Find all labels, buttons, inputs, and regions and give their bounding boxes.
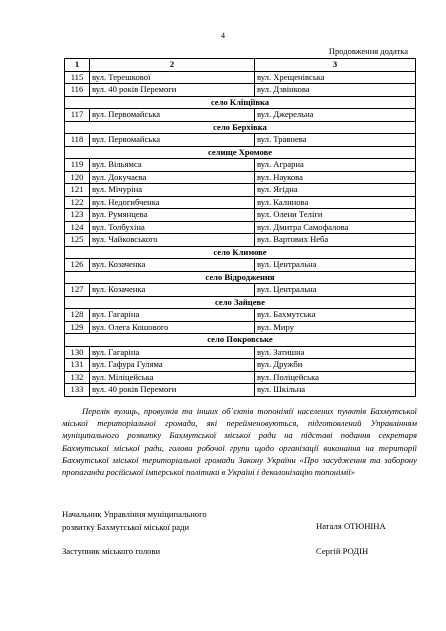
table-row — [65, 109, 416, 122]
new-street-name: вул. Дзвінкова — [255, 84, 416, 97]
old-street-name: вул. Міліцейська — [90, 371, 255, 384]
section-title: село Кліщіївка — [65, 96, 416, 109]
new-street-name: вул. Калинова — [255, 196, 416, 209]
new-street-name: вул. Центральна — [255, 259, 416, 272]
section-title: село Зайцеве — [65, 296, 416, 309]
row-number: 129 — [65, 321, 90, 334]
street-rename-table — [64, 58, 416, 397]
old-street-name: вул. Докучаєва — [90, 171, 255, 184]
row-number: 125 — [65, 234, 90, 247]
old-street-name: вул. Олега Кошового — [90, 321, 255, 334]
new-street-name: вул. Джерельна — [255, 109, 416, 122]
row-number: 131 — [65, 359, 90, 372]
new-street-name: вул. Ягідна — [255, 184, 416, 197]
old-street-name: вул. Гафура Гуляма — [90, 359, 255, 372]
new-street-name: вул. Дружби — [255, 359, 416, 372]
deputy-name: Сергій РОДІН — [316, 546, 369, 556]
section-title: село Покровське — [65, 334, 416, 347]
table-row — [65, 196, 416, 209]
head-name: Наталя ОТЮНІНА — [316, 521, 386, 531]
new-street-name: вул. Хрещенівська — [255, 71, 416, 84]
section-title: село Відродження — [65, 271, 416, 284]
deputy-title: Заступник міського голови — [62, 546, 161, 556]
new-street-name: вул. Аграрна — [255, 159, 416, 172]
row-number: 121 — [65, 184, 90, 197]
section-row — [65, 121, 416, 134]
table-row — [65, 134, 416, 147]
page-number: 4 — [221, 31, 225, 40]
row-number: 122 — [65, 196, 90, 209]
row-number: 124 — [65, 221, 90, 234]
new-street-name: вул. Затишна — [255, 346, 416, 359]
old-street-name: вул. Чайковського — [90, 234, 255, 247]
table-row — [65, 71, 416, 84]
new-street-name: вул. Миру — [255, 321, 416, 334]
table-row — [65, 371, 416, 384]
old-street-name: вул. Гагаріна — [90, 346, 255, 359]
old-street-name: вул. Толбухіна — [90, 221, 255, 234]
new-street-name: вул. Центральна — [255, 284, 416, 297]
row-number: 128 — [65, 309, 90, 322]
table-body — [65, 71, 416, 396]
section-title: село Берхівка — [65, 121, 416, 134]
explanatory-note: Перелік вулиць, провулків та інших об`єктів топонімії населених пунктів Бахмутської міської територіальної громади, які перейменовуються, підготовлений Управлінням муніципального розвитку Бахмутської міської ради на підставі подання секретаря Бахмутської міської ради, голови робочої групи щодо організації виконання на території Бахмутської міської територіальної громади Закону України «Про засудження та заборону пропаганди російської імперської політики в Україні і деколонізацію топонімії» — [62, 406, 417, 478]
table-header-row — [65, 59, 416, 72]
old-street-name: вул. Вільямса — [90, 159, 255, 172]
section-title: селище Хромове — [65, 146, 416, 159]
table-row — [65, 209, 416, 222]
table-row — [65, 309, 416, 322]
section-row — [65, 96, 416, 109]
head-title-line-2: розвитку Бахмутської міської ради — [62, 521, 190, 532]
old-street-name: вул. Мічуріна — [90, 184, 255, 197]
table-row — [65, 159, 416, 172]
new-street-name: вул. Травнева — [255, 134, 416, 147]
section-title: село Климове — [65, 246, 416, 259]
table-row — [65, 184, 416, 197]
old-street-name: вул. Первомайська — [90, 109, 255, 122]
old-street-name: вул. Козаченка — [90, 259, 255, 272]
old-street-name: вул. 40 років Перемоги — [90, 384, 255, 397]
table-row — [65, 234, 416, 247]
row-number: 118 — [65, 134, 90, 147]
col-header-new-name: 3 — [255, 59, 416, 72]
new-street-name: вул. Шкільна — [255, 384, 416, 397]
row-number: 132 — [65, 371, 90, 384]
old-street-name: вул. Недогибченка — [90, 196, 255, 209]
row-number: 115 — [65, 71, 90, 84]
row-number: 123 — [65, 209, 90, 222]
section-row — [65, 334, 416, 347]
new-street-name: вул. Поліцейська — [255, 371, 416, 384]
col-header-number: 1 — [65, 59, 90, 72]
row-number: 130 — [65, 346, 90, 359]
head-title — [62, 508, 207, 533]
head-title-line-1: Начальник Управління муніципального — [62, 509, 207, 519]
section-row — [65, 271, 416, 284]
old-street-name: вул. Козаченка — [90, 284, 255, 297]
table-row — [65, 221, 416, 234]
row-number: 117 — [65, 109, 90, 122]
section-row — [65, 296, 416, 309]
new-street-name: вул. Дмитра Самофалова — [255, 221, 416, 234]
old-street-name: вул. Терешкової — [90, 71, 255, 84]
new-street-name: вул. Олени Теліги — [255, 209, 416, 222]
table-row — [65, 259, 416, 272]
old-street-name: вул. Первомайська — [90, 134, 255, 147]
row-number: 120 — [65, 171, 90, 184]
table-row — [65, 284, 416, 297]
section-row — [65, 146, 416, 159]
table-row — [65, 171, 416, 184]
row-number: 127 — [65, 284, 90, 297]
section-row — [65, 246, 416, 259]
new-street-name: вул. Бахмутська — [255, 309, 416, 322]
col-header-old-name: 2 — [90, 59, 255, 72]
old-street-name: вул. Гагаріна — [90, 309, 255, 322]
new-street-name: вул. Вартових Неба — [255, 234, 416, 247]
old-street-name: вул. Румянцева — [90, 209, 255, 222]
old-street-name: вул. 40 років Перемоги — [90, 84, 255, 97]
table-row — [65, 346, 416, 359]
table-row — [65, 321, 416, 334]
row-number: 116 — [65, 84, 90, 97]
table-row — [65, 359, 416, 372]
row-number: 126 — [65, 259, 90, 272]
table-row — [65, 84, 416, 97]
continuation-label: Продовження додатка — [328, 46, 408, 56]
row-number: 119 — [65, 159, 90, 172]
row-number: 133 — [65, 384, 90, 397]
table-row — [65, 384, 416, 397]
new-street-name: вул. Наукова — [255, 171, 416, 184]
